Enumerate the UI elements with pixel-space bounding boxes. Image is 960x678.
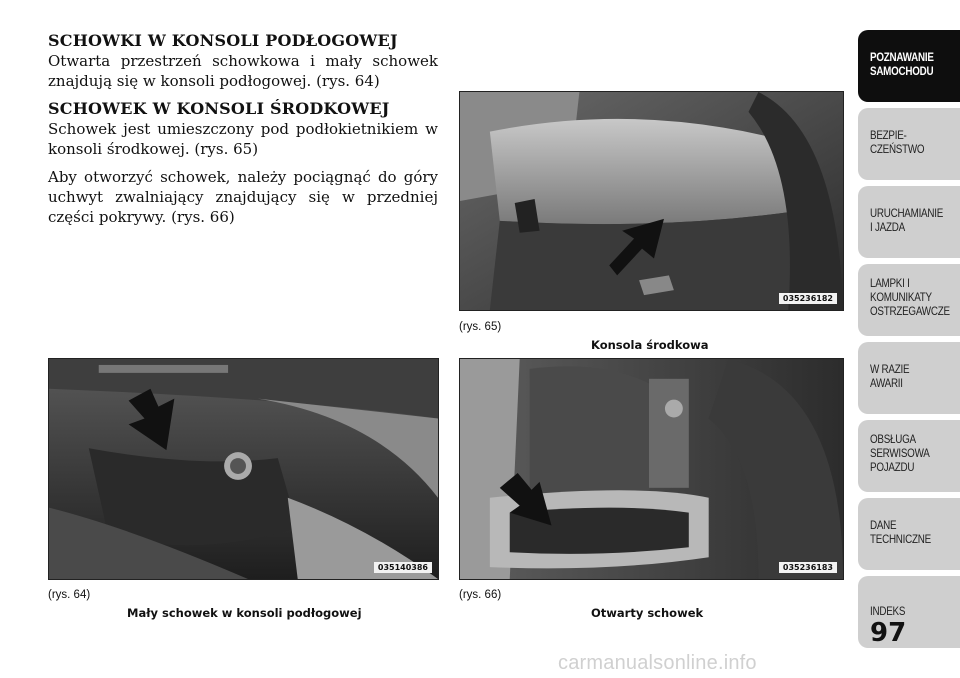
figure-code: 035140386 <box>374 562 432 573</box>
chapter-tabs <box>858 30 960 654</box>
figure-number: (rys. 65) <box>459 321 502 333</box>
figure-caption: Konsola środkowa <box>591 338 709 352</box>
figure-caption: Otwarty schowek <box>591 606 704 620</box>
tab-lampki-i-komunikaty[interactable] <box>858 264 960 336</box>
figure-code: 035236183 <box>779 562 837 573</box>
tab-bezpieczenstwo[interactable] <box>858 108 960 180</box>
arrow-icon <box>460 359 843 579</box>
tab-label: BEZPIE- CZEŃSTWO <box>870 128 925 156</box>
section-heading-floor-console: SCHOWKI W KONSOLI PODŁOGOWEJ <box>48 31 398 50</box>
figure-66-image <box>459 358 844 580</box>
paragraph-floor-console: Otwarta przestrzeń schowkowa i mały schowek znajdują się w konsoli podłogowej. (rys. 64) <box>48 52 438 90</box>
tab-label: INDEKS <box>870 604 906 618</box>
main-text <box>48 31 438 235</box>
watermark: carmanualsonline.info <box>558 652 757 674</box>
tab-obsluga-serwisowa[interactable] <box>858 420 960 492</box>
arrow-icon <box>460 92 843 310</box>
paragraph-center-console-open: Aby otworzyć schowek, należy pociągnąć do góry uchwyt zwalniający znajdujący się w przedniej części pokrywy. (rys. 66) <box>48 168 438 226</box>
tab-poznawanie-samochodu[interactable] <box>858 30 960 102</box>
tab-label: LAMPKI I KOMUNIKATY OSTRZEGAWCZE <box>870 276 950 318</box>
tab-dane-techniczne[interactable] <box>858 498 960 570</box>
tab-label: URUCHAMIANIE I JAZDA <box>870 206 944 234</box>
figure-64-image <box>48 358 439 580</box>
page-number: 97 <box>870 618 907 648</box>
paragraph-center-console-location: Schowek jest umieszczony pod podłokietnikiem w konsoli środkowej. (rys. 65) <box>48 120 438 158</box>
figure-65-image <box>459 91 844 311</box>
tab-label: W RAZIE AWARII <box>870 362 910 390</box>
figure-number: (rys. 64) <box>48 589 91 601</box>
arrow-icon <box>49 359 438 579</box>
tab-label: DANE TECHNICZNE <box>870 518 931 546</box>
tab-label: OBSŁUGA SERWISOWA POJAZDU <box>870 432 930 474</box>
figure-code: 035236182 <box>779 293 837 304</box>
tab-uruchamianie-i-jazda[interactable] <box>858 186 960 258</box>
figure-number: (rys. 66) <box>459 589 502 601</box>
tab-w-razie-awarii[interactable] <box>858 342 960 414</box>
figure-caption: Mały schowek w konsoli podłogowej <box>127 606 362 620</box>
tab-label: POZNAWANIE SAMOCHODU <box>870 50 934 78</box>
section-heading-center-console: SCHOWEK W KONSOLI ŚRODKOWEJ <box>48 99 390 118</box>
